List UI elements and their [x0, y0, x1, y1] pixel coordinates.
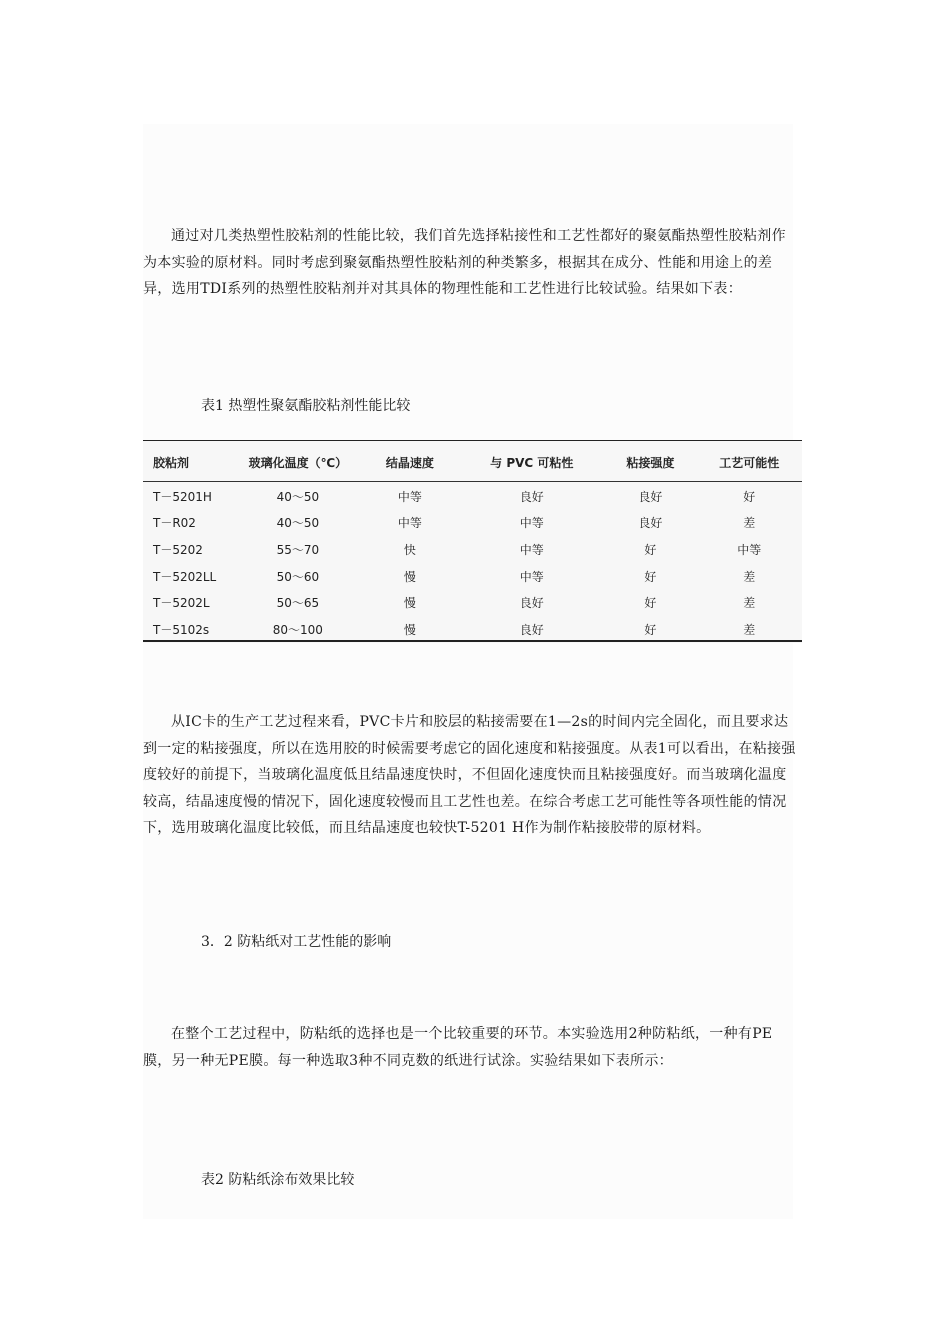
- table-cell: 慢: [403, 623, 416, 638]
- table-cell: 40～50: [276, 516, 320, 531]
- table-cell: 差: [743, 596, 756, 611]
- table-cell: T－5102s: [153, 623, 210, 638]
- table-header-cell: 粘接强度: [626, 455, 675, 470]
- table1: [143, 441, 802, 643]
- table-cell: T－5202L: [153, 596, 210, 611]
- table-row: [143, 563, 802, 590]
- section-heading: 3．2 防粘纸对工艺性能的影响: [201, 934, 392, 950]
- table-cell: 差: [743, 569, 756, 584]
- table-cell: 中等: [519, 516, 544, 531]
- table-cell: 好: [644, 596, 657, 611]
- table-cell: 50～65: [276, 596, 320, 611]
- table-cell: 中等: [519, 543, 544, 558]
- table-header-cell: 工艺可能性: [719, 455, 780, 470]
- table-row: [143, 536, 802, 563]
- table-cell: 40～50: [276, 489, 320, 504]
- table-cell: T－R02: [153, 516, 196, 531]
- table-row: [143, 590, 802, 617]
- table-cell: T－5202: [153, 543, 203, 558]
- table-cell: 好: [644, 543, 657, 558]
- table-header-cell: 玻璃化温度（℃）: [248, 455, 348, 470]
- analysis-paragraph: 从IC卡的生产工艺过程来看，PVC卡片和胶层的粘接需要在1—2s的时间内完全固化，而且要求达到一定的粘接强度，所以在选用胶的时候需要考虑它的固化速度和粘接强度。从表1可以看出，在粘接强度较好的前提下，当玻璃化温度低且结晶速度快时，不但固化速度快而且粘接强度好。而当玻璃化温度较高，结晶速度慢的情况下，固化速度较慢而且工艺性也差。在综合考虑工艺可能性等各项性能的情况下，选用玻璃化温度比较低，而且结晶速度也较快T-5201 H作为制作粘接胶带的原材料。: [143, 714, 796, 836]
- table-cell: 中等: [519, 569, 544, 584]
- table-cell: 良好: [638, 489, 663, 504]
- table-cell: 慢: [403, 596, 416, 611]
- table-cell: 慢: [403, 569, 416, 584]
- table-header-row: [143, 441, 802, 483]
- table1-bottom-rule: [143, 640, 802, 642]
- table-cell: 中等: [737, 543, 762, 558]
- table-cell: 良好: [638, 516, 663, 531]
- table-header-cell: 与 PVC 可粘性: [490, 455, 574, 470]
- table-cell: 中等: [397, 489, 422, 504]
- table-cell: 80～100: [272, 623, 323, 638]
- table1-caption: 表1 热塑性聚氨酯胶粘剂性能比较: [201, 398, 411, 414]
- table-header-cell: 胶粘剂: [153, 455, 190, 470]
- table-row: [143, 510, 802, 537]
- table-cell: 良好: [519, 596, 544, 611]
- table-cell: 好: [644, 623, 657, 638]
- table-header-cell: 结晶速度: [385, 455, 434, 470]
- table-cell: 好: [743, 489, 756, 504]
- table-cell: 好: [644, 569, 657, 584]
- table-cell: 差: [743, 623, 756, 638]
- table-cell: 差: [743, 516, 756, 531]
- table1-header-rule: [143, 481, 802, 482]
- table-row: [143, 483, 802, 510]
- table2-caption: 表2 防粘纸涂布效果比较: [201, 1172, 355, 1188]
- intro-paragraph: 通过对几类热塑性胶粘剂的性能比较，我们首先选择粘接性和工艺性都好的聚氨酯热塑性胶粘剂作为本实验的原材料。同时考虑到聚氨酯热塑性胶粘剂的种类繁多，根据其在成分、性能和用途上的差异，选用TDI系列的热塑性胶粘剂并对其具体的物理性能和工艺性进行比较试验。结果如下表：: [143, 228, 786, 297]
- table-row: [143, 616, 802, 643]
- table-cell: T－5202LL: [153, 569, 217, 584]
- table-cell: T－5201H: [153, 489, 212, 504]
- table-cell: 良好: [519, 623, 544, 638]
- table-cell: 50～60: [276, 569, 320, 584]
- table-cell: 快: [403, 543, 416, 558]
- table-cell: 中等: [397, 516, 422, 531]
- release-paper-paragraph: 在整个工艺过程中，防粘纸的选择也是一个比较重要的环节。本实验选用2种防粘纸，一种有PE膜，另一种无PE膜。每一种选取3种不同克数的纸进行试涂。实验结果如下表所示：: [143, 1026, 773, 1069]
- table-cell: 55～70: [276, 543, 320, 558]
- table-cell: 良好: [519, 489, 544, 504]
